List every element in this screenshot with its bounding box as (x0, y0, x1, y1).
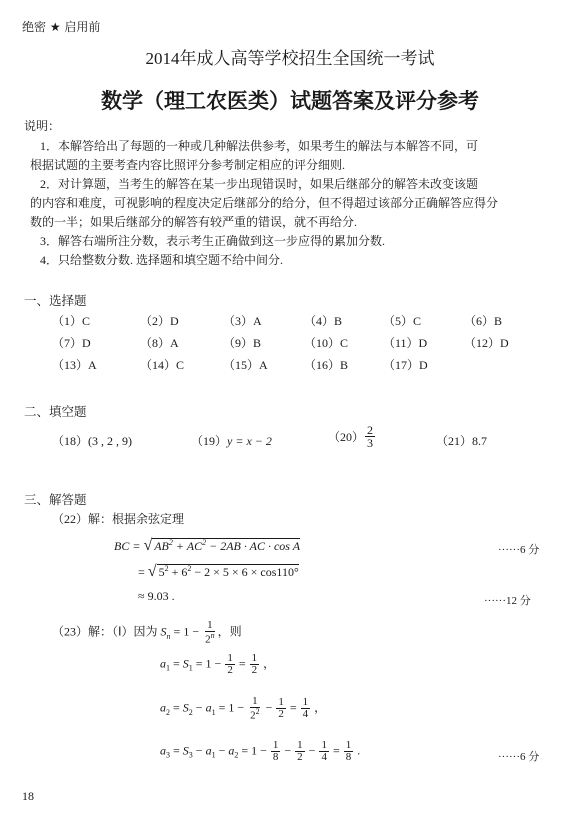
page-number: 18 (22, 789, 34, 803)
q23-a2: $a_2 = S_2 - a_1 = 1$ − $\frac{1}{2^2}$ − $\frac{1}{2}$ = $\frac{1}{4}$ ， (160, 695, 327, 722)
classification-label: 绝密 ★ 启用前 (22, 20, 101, 34)
fill-answer-21: （21）8.7 (436, 434, 488, 448)
note-line: 3．解答右端所注分数，表示考生正确做到这一步应得的累加分数. (40, 234, 386, 248)
answer-item: （15）A (223, 358, 268, 372)
answer-item: （13）A (52, 358, 97, 372)
answer-item: （8）A (140, 336, 179, 350)
note-line: 数的一半；如果后继部分的解答有较严重的错误，就不再给分. (30, 215, 358, 229)
answer-item: （2）D (140, 314, 179, 328)
note-line: 1．本解答给出了每题的一种或几种解法供参考，如果考生的解法与本解答不同，可 (40, 139, 479, 153)
q22-intro: （22）解：根据余弦定理 (52, 512, 185, 526)
fraction-numerator: 2 (367, 423, 374, 437)
section-heading-solution: 三、解答题 (24, 492, 87, 507)
notes-heading: 说明： (24, 119, 61, 133)
score-mark-6: ······6 分 (498, 544, 540, 556)
fill-answer-18: （18）(3 , 2 , 9) (52, 434, 132, 448)
answer-item: （6）B (464, 314, 503, 328)
fill-label-20: （20） (328, 430, 365, 444)
answer-item: （5）C (383, 314, 422, 328)
fill-answer-20 (328, 424, 376, 449)
document-title: 数学（理工农医类）试题答案及评分参考 (101, 89, 479, 113)
q22-formula-line1: BC = √ $AB^2 + AC^2 - 2AB$ · AC · cos A (114, 537, 301, 554)
answer-item: （7）D (52, 336, 91, 350)
q23-a1: $a_1 = S_1 = 1$ − $\frac{1}{2}$ = $\frac{1}{2}$ ， (160, 652, 276, 676)
answer-item: （3）A (223, 314, 262, 328)
answer-item: （10）C (304, 336, 349, 350)
score-mark-6b: ······6 分 (498, 751, 540, 763)
q23-intro: （23）解：（Ⅰ）因为 $S_n = 1$ − $\frac{1}{2^n}$ ，则 (52, 619, 242, 646)
answer-item: （11）D (383, 336, 428, 350)
note-line: 4．只给整数分数. 选择题和填空题不给中间分. (40, 253, 284, 267)
fill-label-19: （19） (191, 434, 228, 448)
fill-answer-19 (191, 432, 272, 449)
q23-a3: $a_3 = S_3 - a_1 - a_2 = 1$ − $\frac{1}{8}$ − $\frac{1}{2}$ − $\frac{1}{4}$ = $\frac{1}{8}$ . (160, 739, 361, 763)
q22-formula-line3: ≈ 9.03 . (138, 589, 175, 603)
note-line: 的内容和难度，可视影响的程度决定后继部分的给分，但不得超过该部分正确解答应得分 (30, 196, 499, 210)
section-heading-fill: 二、填空题 (24, 404, 87, 419)
answer-item: （17）D (383, 358, 428, 372)
answer-item: （14）C (140, 358, 185, 372)
note-line: 2．对计算题，当考生的解答在某一步出现错误时，如果后继部分的解答未改变该题 (40, 177, 479, 191)
answer-item: （16）B (304, 358, 349, 372)
answer-item: （12）D (464, 336, 509, 350)
answer-item: （4）B (304, 314, 343, 328)
fill-expr-19: y = x − 2 (227, 434, 272, 448)
answer-item: （9）B (223, 336, 262, 350)
answer-item: （1）C (52, 314, 91, 328)
fraction-denominator: 3 (367, 436, 374, 450)
score-mark-12: ······12 分 (484, 595, 531, 607)
section-heading-choice: 一、选择题 (24, 293, 87, 308)
q22-formula-line2: = √ $5^2 + 6^2 - 2 \times 5 \times 6 \times \cos 110^\circ$ (138, 563, 299, 580)
exam-title: 2014年成人高等学校招生全国统一考试 (145, 49, 435, 68)
note-line: 根据试题的主要考查内容比照评分参考制定相应的评分细则. (30, 158, 346, 172)
